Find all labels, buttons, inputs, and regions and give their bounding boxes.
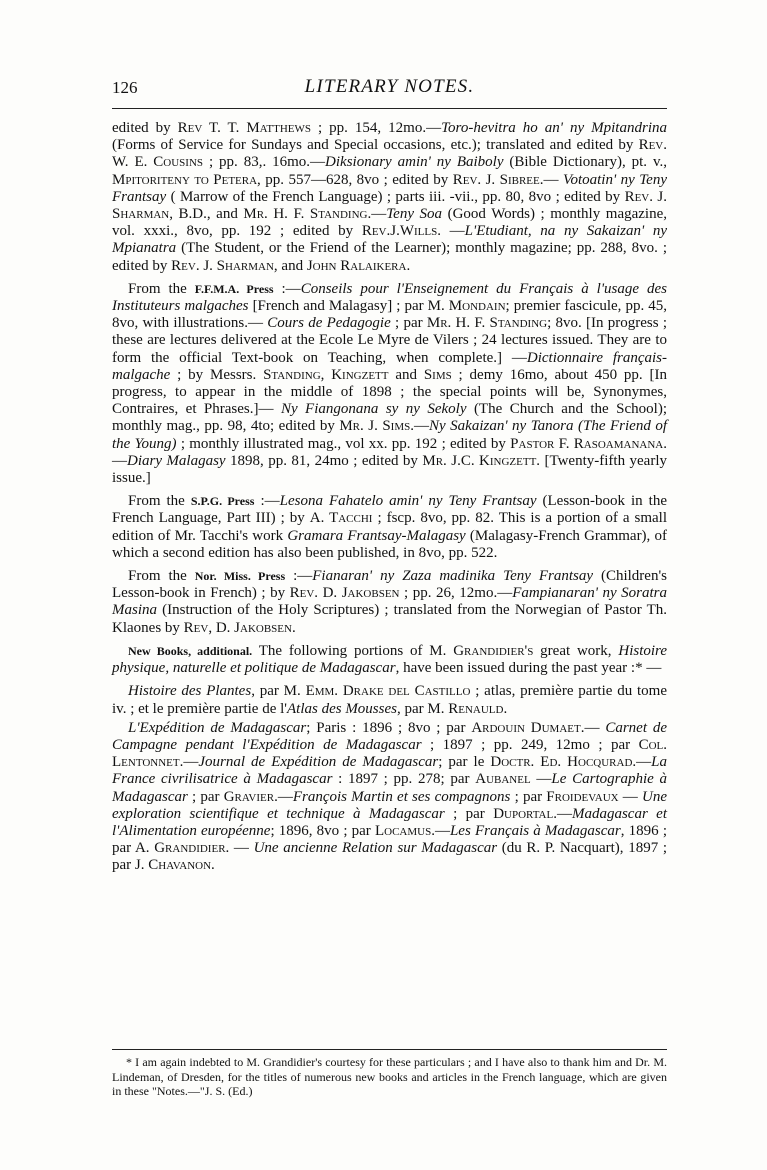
paragraph-fjkm-publications: edited by Rev T. T. Matthews ; pp. 154, 12mo.—Toro-hevitra ho an' ny Mpitandrina (Forms of Service for Sundays and Special occasions, etc.); translated and edited by Rev. W. E. Cousins ; pp. 83,. 16mo.—Diksionary amin' ny Baiboly (Bible Dictionary), pt. v., Mpitoriteny to Petera, pp. 557—628, 8vo ; edited by Rev. J. Sibree.— Votoatin' ny Teny Frantsay ( Marrow of the French Language) ; parts iii. -vii., pp. 80, 8vo ; edited by Rev. J. Sharman, B.D., and Mr. H. F. Standing.—Teny Soa (Good Words) ; monthly magazine, vol. xxxi., 8vo, pp. 192 ; edited by Rev.J.Wills. —L'Etudiant, na ny Sakaizan' ny Mpianatra (The Student, or the Friend of the Learner); monthly magazine; pp. 288, 8vo. ; edited by Rev. J. Sharman, and John Ralaikera. [112, 120, 668, 274]
paragraph-histoire-des-plantes: Histoire des Plantes, par M. Emm. Drake del Castillo ; atlas, première partie du tome iv. ; et le première partie de l'Atlas des Mousses, par M. Renauld. [112, 683, 667, 717]
page-number: 126 [112, 78, 138, 97]
paragraph-nor-miss-press: From the Nor. Miss. Press :—Fianaran' ny Zaza madinika Teny Frantsay (Children's Lesson-book in French) ; by Rev. D. Jakobsen ; pp. 26, 12mo.—Fampianaran' ny Soratra Masina (Instruction of the Holy Scriptures) ; translated from the Norwegian of Pastor Th. Klaones by Rev, D. Jakobsen. [112, 568, 667, 636]
page-header [112, 76, 667, 106]
paragraph-spg-press: From the S.P.G. Press :—Lesona Fahatelo amin' ny Teny Frantsay (Lesson-book in the French Language, Part III) ; by A. Tacchi ; fscp. 8vo, pp. 82. This is a portion of a small edition of Mr. Tacchi's work Gramara Frantsay-Malagasy (Malagasy-French Grammar), of which a second edition has also been published, in 8vo, pp. 522. [112, 493, 668, 561]
paragraph-expedition-works: L'Expédition de Madagascar; Paris : 1896 ; 8vo ; par Ardouin Dumaet.— Carnet de Campagne pendant l'Expédition de Madagascar ; 1897 ; pp. 249, 12mo ; par Col. Lentonnet.—Journal de Expédition de Madagascar; par le Doctr. Ed. Hocqurad.—La France civrilisatrice à Madagascar : 1897 ; pp. 278; par Aubanel —Le Cartographie à Madagascar ; par Gravier.—François Martin et ses compagnons ; par Froidevaux — Une exploration scientifique et technique à Madagascar ; par Duportal.—Madagascar et l'Alimentation européenne; 1896, 8vo ; par Locamus.—Les Français à Madagascar, 1896 ; par A. Grandidier. — Une ancienne Relation sur Madagascar (du R. P. Nacquart), 1897 ; par J. Chavanon. [112, 719, 668, 874]
footnote-rule [112, 1049, 667, 1050]
paragraph-new-books: New Books, additional. The following portions of M. Grandidier's great work, Histoire physique, naturelle et politique de Madagascar, have been issued during the past year :* — [112, 642, 667, 677]
footnote: * I am again indebted to M. Grandidier's courtesy for these particulars ; and I have also to thank him and Dr. M. Lindeman, of Dresden, for the titles of numerous new books and articles in the French language, which are given in these "Notes.—"J. S. (Ed.) [112, 1055, 667, 1099]
header-rule [112, 108, 667, 109]
paragraph-ffma-press: From the F.F.M.A. Press :—Conseils pour l'Enseignement du Français à l'usage des Instituteurs malgaches [French and Malagasy] ; par M. Mondain; premier fascicule, pp. 45, 8vo, with illustrations.— Cours de Pedagogie ; par Mr. H. F. Standing; 8vo. [In progress ; these are lectures delivered at the Ecole Le Myre de Vilers ; 24 lectures issued. They are to form the official Text-book on Teaching, when complete.] —Dictionnaire français-malgache ; by Messrs. Standing, Kingzett and Sims ; demy 16mo, about 450 pp. [In progress, to appear in the middle of 1898 ; the special points will be, Synonymes, Contraires, et Phrases.]— Ny Fiangonana sy ny Sekoly (The Church and the School); monthly mag., pp. 98, 4to; edited by Mr. J. Sims.—Ny Sakaizan' ny Tanora (The Friend of the Young) ; monthly illustrated mag., vol xx. pp. 192 ; edited by Pastor F. Rasoamanana.—Diary Malagasy 1898, pp. 81, 24mo ; edited by Mr. J.C. Kingzett. [Twenty-fifth yearly issue.] [112, 280, 668, 487]
article-body [112, 120, 667, 881]
running-title: LITERARY NOTES. [304, 76, 475, 97]
